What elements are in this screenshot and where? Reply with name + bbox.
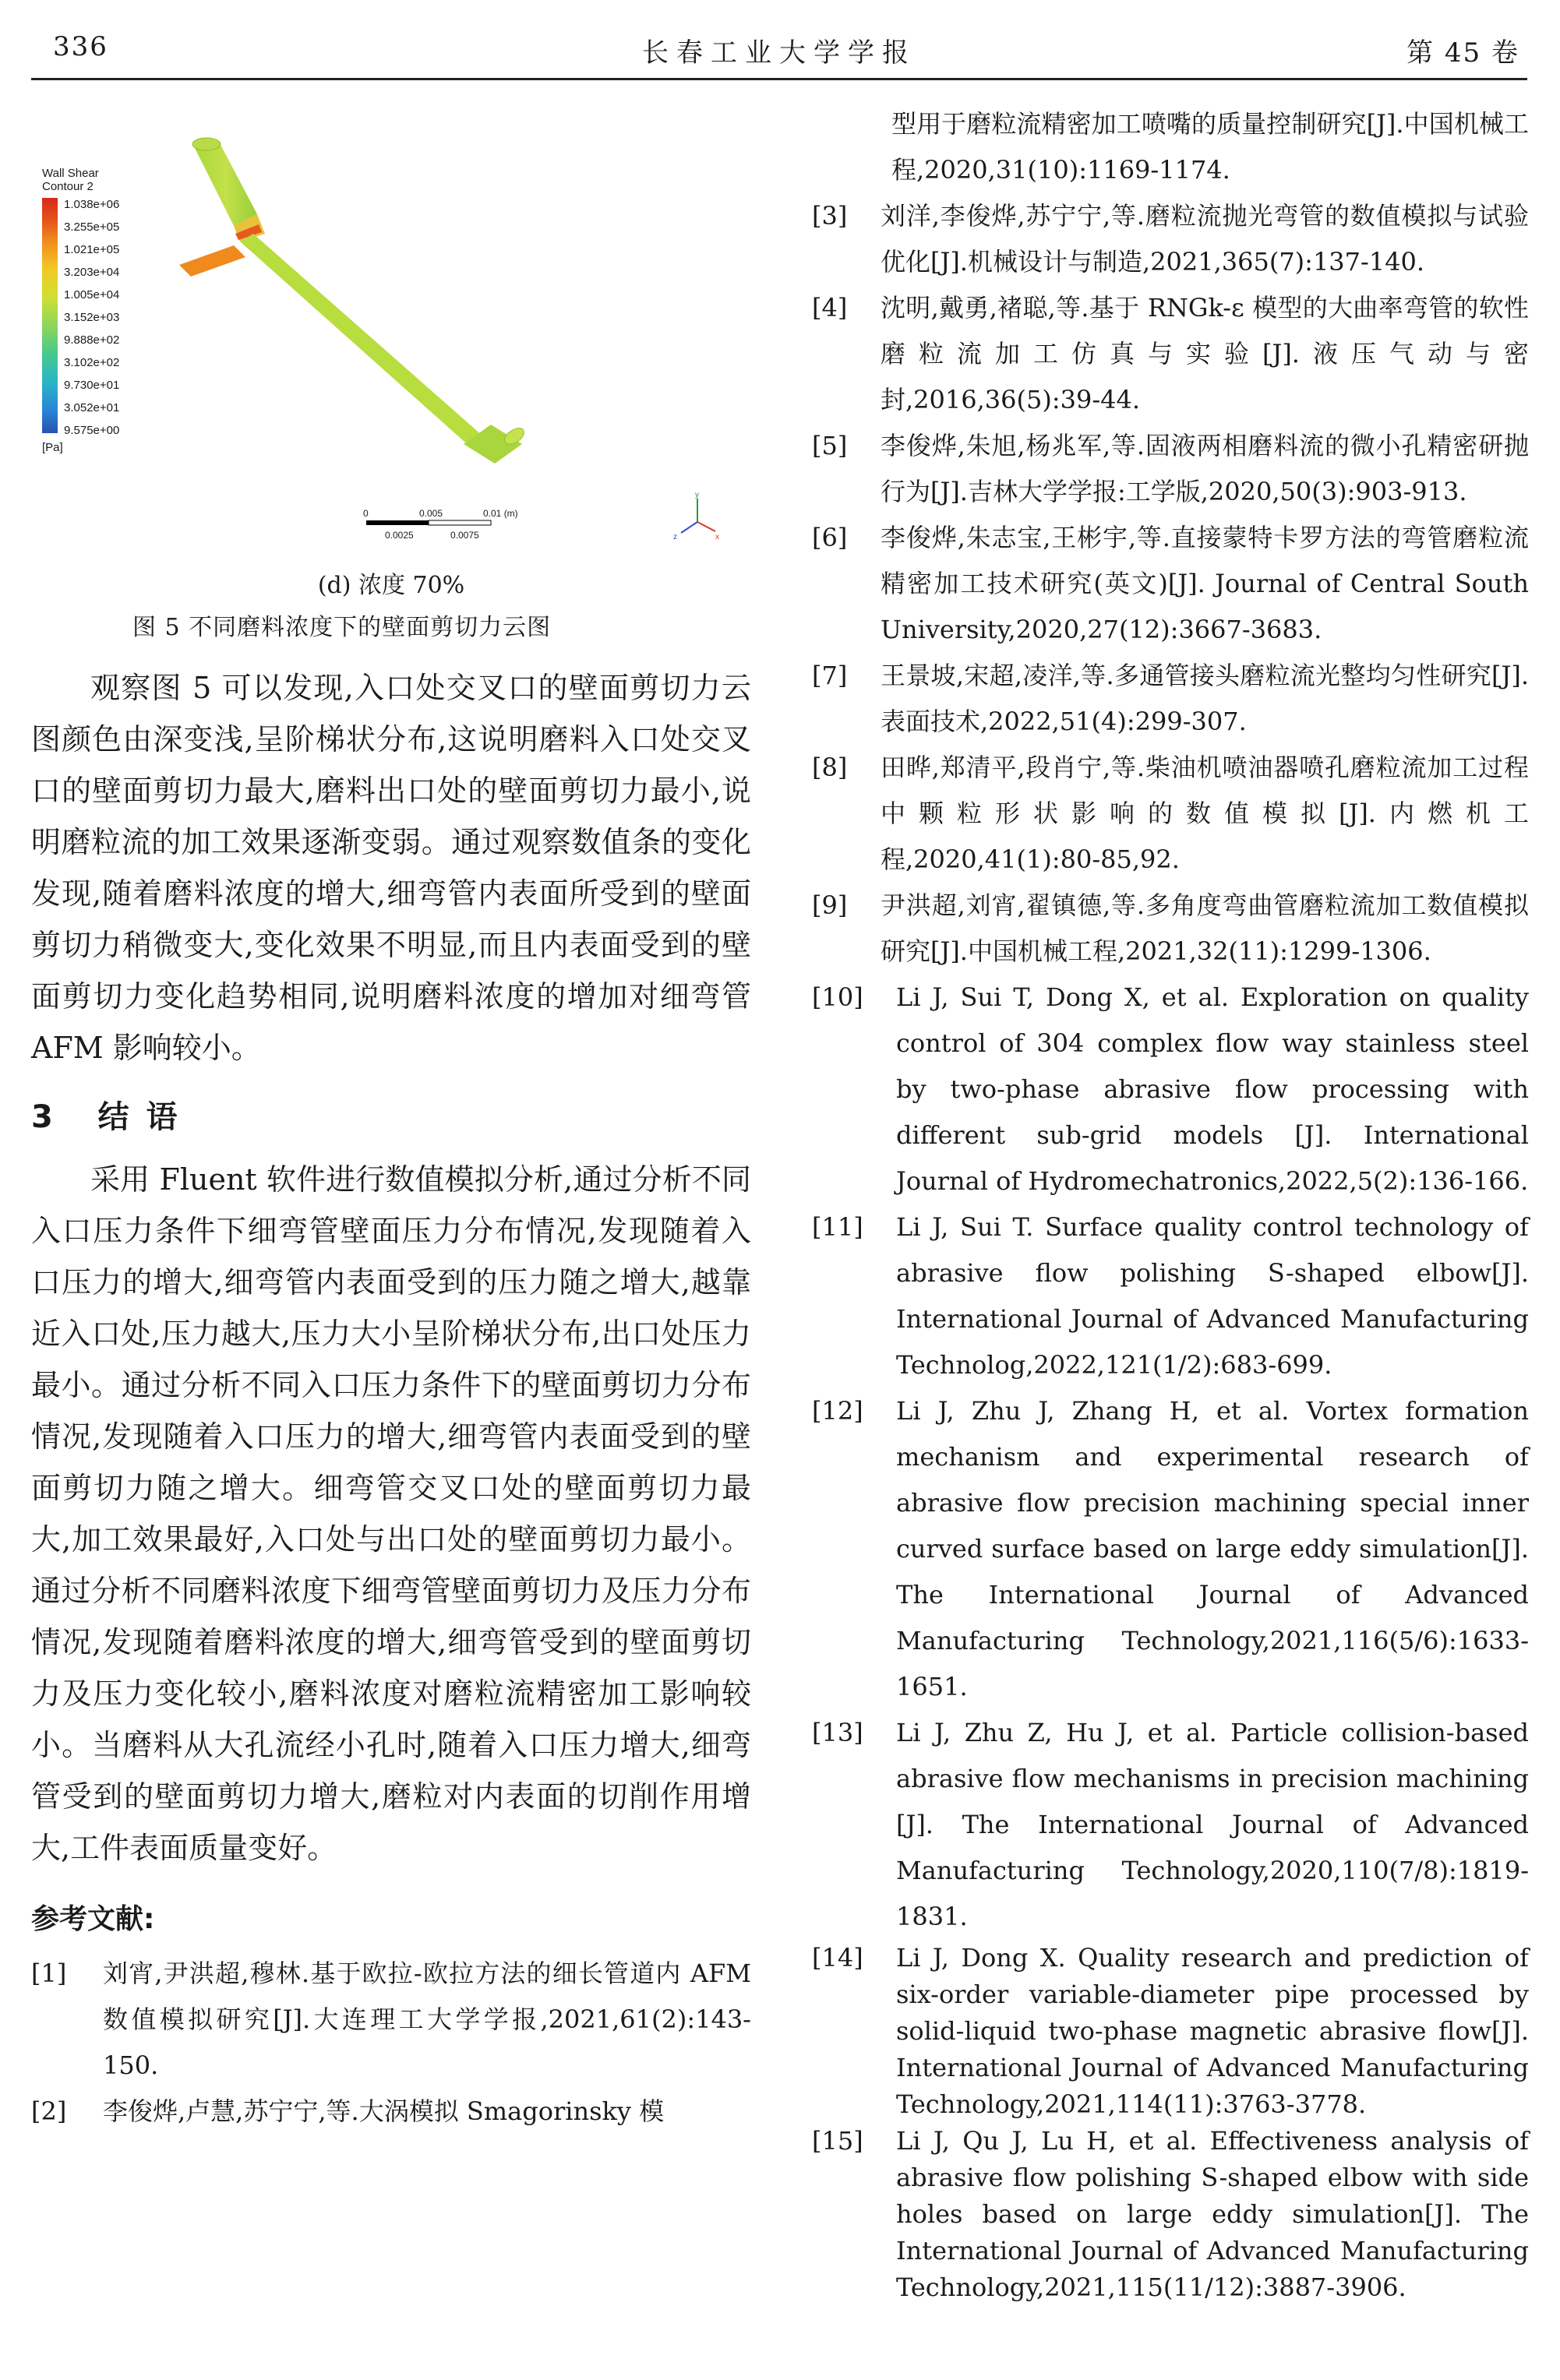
reference-number: [15] [812,2126,863,2156]
reference-number: [13] [812,1718,863,1747]
reference-number: [8] [812,753,848,782]
paragraph-conclusion: 采用 Fluent 软件进行数值模拟分析,通过分析不同入口压力条件下细弯管壁面压力分布情况,发现随着入口压力的增大,细弯管内表面受到的压力随之增大,越靠近入口处,压力越大,压力大小呈阶梯状分布,出口处压力最小。通过分析不同入口压力条件下的壁面剪切力分布情况,发现随着入口压力的增大,细弯管内表面受到的壁面剪切力随之增大。细弯管交叉口处的壁面剪切力最大,加工效果最好,入口处与出口处的壁面剪切力最小。通过分析不同磨料浓度下细弯管壁面剪切力及压力分布情况,发现随着磨料浓度的增大,细弯管受到的壁面剪切力及压力变化较小,磨料浓度对磨粒流精密加工影响较小。当磨料从大孔流经小孔时,随着入口压力增大,细弯管受到的壁面剪切力增大,磨粒对内表面的切削作用增大,工件表面质量变好。 [31,1162,751,1865]
reference-number: [10] [812,982,863,1012]
reference-number: [2] [31,2096,67,2126]
axis-label-y: y [695,491,699,499]
legend-color-bar [42,198,58,433]
scale-bar [358,508,530,541]
reference-item [812,1710,1529,1940]
legend-value: 1.005e+04 [64,288,120,301]
reference-number: [12] [812,1396,863,1426]
legend-value: 1.038e+06 [64,198,120,211]
reference-item [812,975,1529,1204]
legend-value: 3.255e+05 [64,220,120,234]
journal-title: 长春工业大学学报 [642,37,916,69]
left-column [31,101,751,2135]
reference-number: [5] [812,431,848,460]
inlet-cylinder [192,138,265,242]
reference-text: 李俊烨,朱旭,杨兆军,等.固液两相磨料流的微小孔精密研抛行为[J].吉林大学学报:工学版,2020,50(3):903-913. [881,431,1529,506]
reference-item [812,2123,1529,2306]
reference-text: Li J, Qu J, Lu H, et al. Effectiveness analysis of abrasive flow polishing S-shaped elbow with side holes based on large eddy simulation[J]. The International Journal of Advanced Manufacturing Technology,2021,115(11/12):3887-3906. [896,2126,1529,2302]
section-heading [31,1092,751,1137]
volume-label: 第 45 卷 [1406,37,1519,69]
reference-number: [3] [812,201,848,231]
legend-value: 9.888e+02 [64,333,120,347]
legend-value: 3.052e+01 [64,401,120,414]
right-column [812,101,1529,2306]
reference-text: Li J, Zhu J, Zhang H, et al. Vortex formation mechanism and experimental research of abrasive flow precision machining special inner curved surface based on large eddy simulation[J]. The International Journal of Advanced Manufacturing Technology,2021,116(5/6):1633-1651. [896,1396,1529,1701]
reference-item [812,883,1529,975]
axis-triad [670,491,725,545]
reference-text: 刘宵,尹洪超,穆林.基于欧拉-欧拉方法的细长管道内 AFM 数值模拟研究[J].大连理工大学学报,2021,61(2):143-150. [103,1959,751,2080]
reference-item [812,515,1529,653]
reference-item [812,193,1529,285]
references-heading: 参考文献: [31,1903,155,1935]
paragraph-observation: 观察图 5 可以发现,入口处交叉口的壁面剪切力云图颜色由深变浅,呈阶梯状分布,这说明磨料入口处交叉口的壁面剪切力最大,磨料出口处的壁面剪切力最小,说明磨粒流的加工效果逐渐变弱。通过观察数值条的变化发现,随着磨料浓度的增大,细弯管内表面所受到的壁面剪切力稍微变大,变化效果不明显,而且内表面受到的壁面剪切力变化趋势相同,说明磨料浓度的增加对细弯管 AFM 影响较小。 [31,671,751,1065]
legend-value: 3.102e+02 [64,356,120,369]
reference-text: 沈明,戴勇,褚聪,等.基于 RNGk-ε 模型的大曲率弯管的软性磨粒流加工仿真与实验[J].液压气动与密封,2016,36(5):39-44. [881,293,1529,414]
reference-item [812,653,1529,745]
figure-subcaption: (d) 浓度 70% [317,572,465,599]
legend-value: 3.203e+04 [64,266,120,279]
reference-text: Li J, Sui T. Surface quality control technology of abrasive flow polishing S-shaped elbow[J]. International Journal of Advanced Manufacturing Technolog,2022,121(1/2):683-699. [896,1212,1529,1380]
legend-unit: [Pa] [42,441,63,454]
scale-tick: 0.005 [419,508,443,519]
reference-continuation: 型用于磨粒流精密加工喷嘴的质量控制研究[J].中国机械工程,2020,31(10):1169-1174. [891,109,1529,185]
long-pipe [240,234,483,448]
scale-subtick: 0.0075 [450,530,479,541]
reference-text: Li J, Sui T, Dong X, et al. Exploration on quality control of 304 complex flow way stainless steel by two-phase abrasive flow processing with different sub-grid models [J]. International Journal of Hydromechatronics,2022,5(2):136-166. [896,982,1529,1196]
reference-text: 尹洪超,刘宵,翟镇德,等.多角度弯曲管磨粒流加工数值模拟研究[J].中国机械工程,2021,32(11):1299-1306. [881,890,1529,966]
reference-item [812,423,1529,515]
scale-tick: 0.01 (m) [483,508,518,519]
reference-item [812,745,1529,883]
reference-item [812,1204,1529,1388]
reference-number: [14] [812,1943,863,1973]
reference-item [812,1388,1529,1710]
reference-item [812,285,1529,423]
page-header [31,22,1527,76]
section-title: 结 语 [97,1099,181,1135]
legend-value: 9.575e+00 [64,424,120,437]
reference-item [812,1940,1529,2123]
legend-title-2: Contour 2 [42,180,94,193]
reference-number: [6] [812,523,848,552]
scale-subtick: 0.0025 [385,530,414,541]
reference-text: 王景坡,宋超,凌洋,等.多通管接头磨粒流光整均匀性研究[J].表面技术,2022,51(4):299-307. [881,661,1529,736]
scale-tick: 0 [363,508,369,519]
reference-text: 李俊烨,朱志宝,王彬宇,等.直接蒙特卡罗方法的弯管磨粒流精密加工技术研究(英文)[J]. Journal of Central South University,2020,27(12):3667-3683. [881,523,1529,644]
reference-text: 田晔,郑清平,段肖宁,等.柴油机喷油器喷孔磨粒流加工过程中颗粒形状影响的数值模拟[J].内燃机工程,2020,41(1):80-85,92. [881,753,1529,874]
axis-label-z: z [673,533,677,541]
legend-value: 1.021e+05 [64,243,120,256]
reference-text: 刘洋,李俊烨,苏宁宁,等.磨粒流抛光弯管的数值模拟与试验优化[J].机械设计与制造,2021,365(7):137-140. [881,201,1529,277]
legend-value: 9.730e+01 [64,379,120,392]
side-inlet [179,245,245,277]
reference-item [31,1951,751,2089]
figure-caption: 图 5 不同磨料浓度下的壁面剪切力云图 [132,614,552,641]
reference-text: 李俊烨,卢慧,苏宁宁,等.大涡模拟 Smagorinsky 模 [103,2096,665,2126]
legend-value: 3.152e+03 [64,311,120,324]
reference-text: Li J, Zhu Z, Hu J, et al. Particle collision-based abrasive flow mechanisms in precision machining [J]. The International Journal of Advanced Manufacturing Technology,2020,110(7/8):1819-1831. [896,1718,1529,1931]
legend-title-1: Wall Shear [42,167,99,180]
reference-number: [4] [812,293,848,323]
figure-5 [31,101,751,647]
reference-text: Li J, Dong X. Quality research and prediction of six-order variable-diameter pipe processed by solid-liquid two-phase magnetic abrasive flow[J]. International Journal of Advanced Manufacturing Technology,2021,114(11):3763-3778. [896,1943,1529,2119]
reference-item [31,2089,751,2135]
axis-label-x: x [715,533,719,541]
header-rule [31,78,1527,80]
pipe-contour-render [148,117,584,553]
reference-number: [7] [812,661,848,690]
reference-number: [11] [812,1212,863,1242]
page-number: 336 [53,31,108,62]
section-number: 3 [31,1099,56,1135]
reference-number: [1] [31,1959,67,1988]
reference-number: [9] [812,890,848,920]
